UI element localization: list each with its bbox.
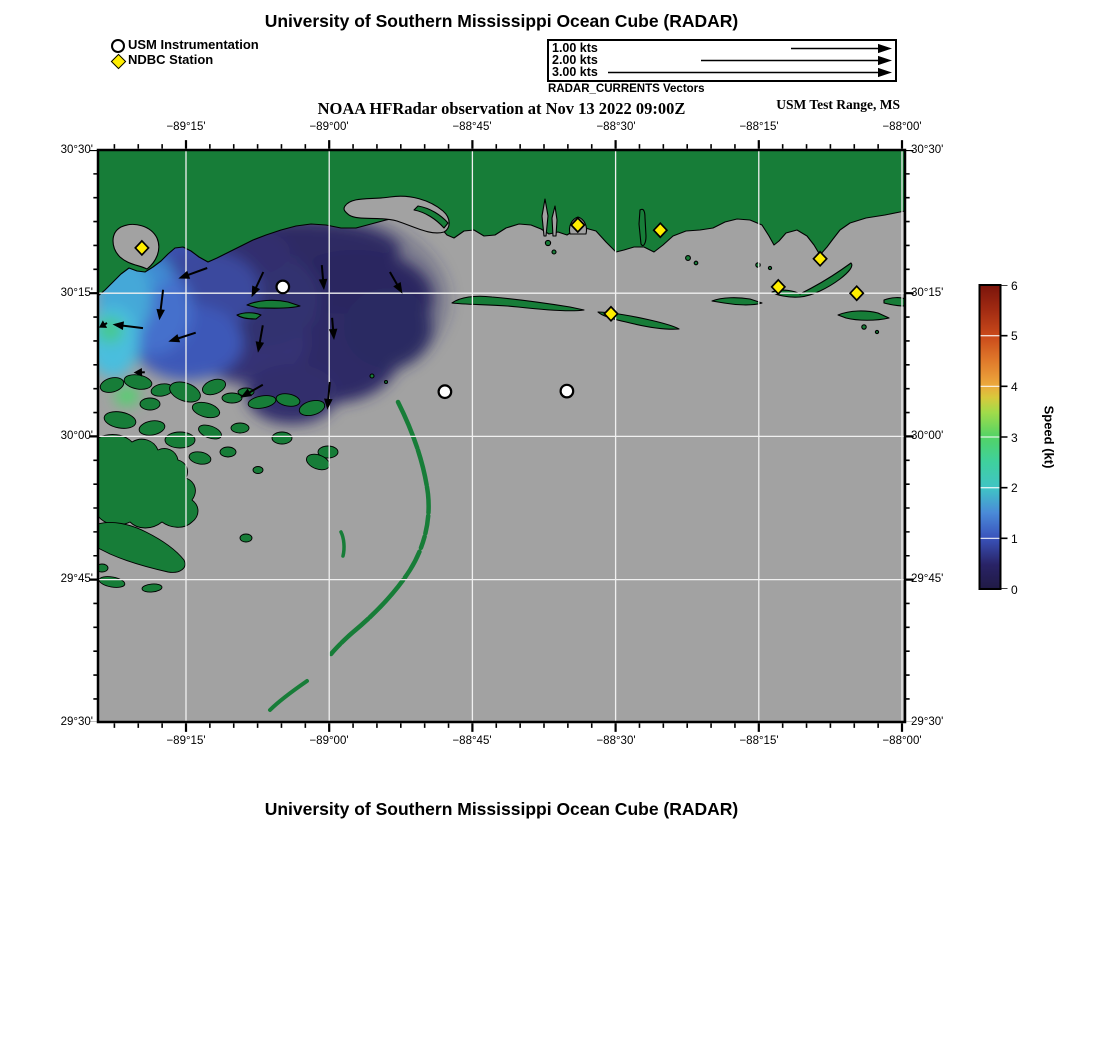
y-tick-label-left: 30°30' bbox=[60, 144, 93, 156]
x-tick-label-bottom: −88°30' bbox=[596, 735, 636, 747]
vector-scale-1kt-label: 1.00 kts bbox=[552, 41, 598, 55]
x-tick-label-top: −88°30' bbox=[596, 121, 636, 133]
vector-scale-3kt-label: 3.00 kts bbox=[552, 65, 598, 79]
x-tick-label-top: −88°00' bbox=[882, 121, 922, 133]
y-tick-label-left: 29°45' bbox=[60, 573, 93, 585]
usm-instrumentation-marker bbox=[277, 281, 290, 294]
colorbar-tick-label: 5 bbox=[1011, 329, 1018, 343]
observation-subtitle: NOAA HFRadar observation at Nov 13 2022 09:00Z bbox=[317, 99, 686, 118]
y-tick-label-right: 29°30' bbox=[911, 716, 944, 728]
x-tick-label-bottom: −88°15' bbox=[739, 735, 779, 747]
legend-usm-label: USM Instrumentation bbox=[128, 37, 259, 52]
vector-scale-box bbox=[547, 39, 897, 82]
colorbar-tick-label: 1 bbox=[1011, 532, 1018, 546]
x-tick-label-top: −89°00' bbox=[309, 121, 349, 133]
y-tick-label-left: 30°15' bbox=[60, 287, 93, 299]
y-tick-label-right: 30°15' bbox=[911, 287, 944, 299]
y-tick-label-right: 29°45' bbox=[911, 573, 944, 585]
usm-instrumentation-marker bbox=[439, 385, 452, 398]
bottom-title: University of Southern Mississippi Ocean Cube (RADAR) bbox=[264, 799, 739, 819]
vector-scale-2kt-label: 2.00 kts bbox=[552, 53, 598, 67]
y-tick-label-right: 30°30' bbox=[911, 144, 944, 156]
vector-scale-caption: RADAR_CURRENTS Vectors bbox=[548, 83, 705, 95]
x-tick-label-bottom: −88°00' bbox=[882, 735, 922, 747]
x-tick-label-bottom: −89°00' bbox=[309, 735, 349, 747]
y-tick-label-left: 29°30' bbox=[60, 716, 93, 728]
test-range-label: USM Test Range, MS bbox=[776, 97, 900, 112]
x-tick-label-top: −88°15' bbox=[739, 121, 779, 133]
colorbar-tick-label: 2 bbox=[1011, 481, 1018, 495]
colorbar-tick-label: 0 bbox=[1011, 583, 1018, 597]
x-tick-label-top: −89°15' bbox=[166, 121, 206, 133]
colorbar-tick-label: 3 bbox=[1011, 431, 1018, 445]
x-tick-label-bottom: −88°45' bbox=[452, 735, 492, 747]
legend-ndbc-label: NDBC Station bbox=[128, 52, 214, 67]
usm-instrumentation-marker bbox=[561, 385, 574, 398]
map bbox=[87, 150, 905, 722]
y-tick-label-right: 30°00' bbox=[911, 430, 944, 442]
colorbar-axis-label: Speed (kt) bbox=[1041, 405, 1057, 469]
x-tick-label-bottom: −89°15' bbox=[166, 735, 206, 747]
page-title: University of Southern Mississippi Ocean Cube (RADAR) bbox=[264, 11, 739, 31]
x-tick-label-top: −88°45' bbox=[452, 121, 492, 133]
colorbar bbox=[980, 285, 1005, 589]
colorbar-tick-label: 4 bbox=[1011, 380, 1018, 394]
y-tick-label-left: 30°00' bbox=[60, 430, 93, 442]
usm-instrumentation-legend-icon bbox=[111, 39, 125, 53]
colorbar-tick-label: 6 bbox=[1011, 279, 1018, 293]
